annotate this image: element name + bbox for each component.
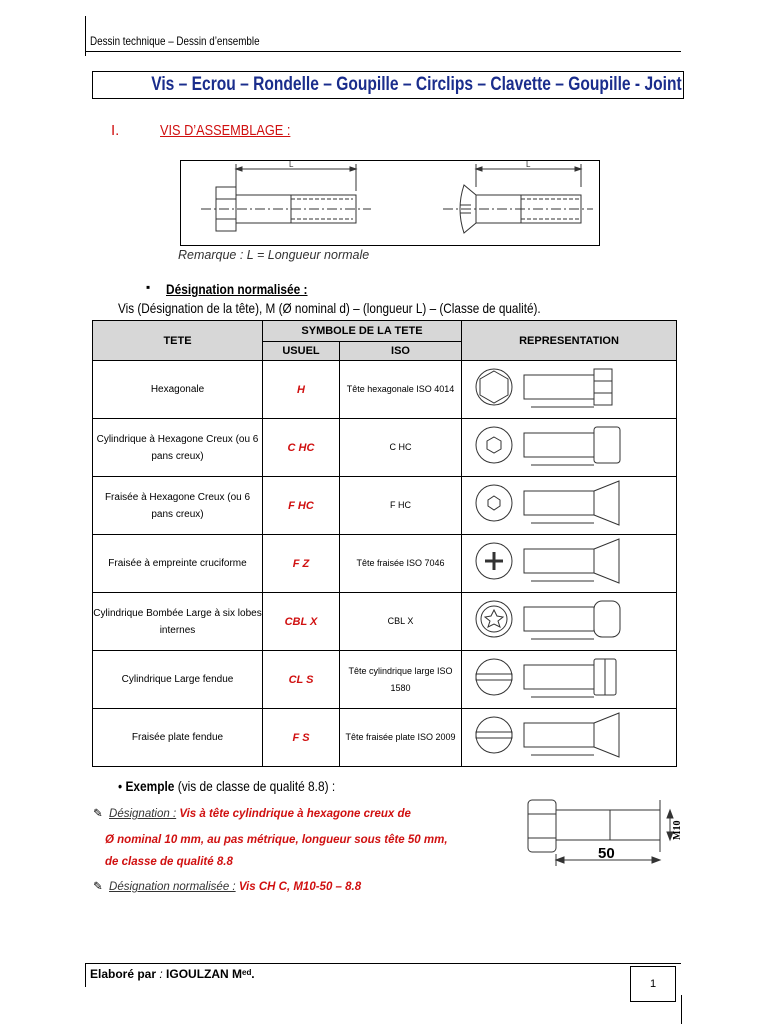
normalized-text: Vis CH C, M10-50 – 8.8: [238, 881, 362, 893]
normalized-label: Désignation normalisée :: [109, 881, 236, 893]
tete-cell: Hexagonale: [93, 361, 263, 419]
usuel-cell: CBL X: [263, 593, 340, 651]
header-usuel: USUEL: [263, 342, 340, 361]
page-number: 1: [630, 966, 676, 1002]
slotted-pan-screw-drawing: [469, 651, 669, 705]
running-header: Dessin technique – Dessin d’ensemble: [90, 34, 260, 48]
tete-cell: Fraisée plate fendue: [93, 709, 263, 767]
designation-line-1: [93, 806, 411, 820]
table-row: [93, 477, 677, 535]
representation-cell: [462, 361, 677, 419]
iso-cell: C HC: [340, 419, 462, 477]
page-title-text: Vis – Ecrou – Rondelle – Goupille – Circlips – Clavette – Goupille - Joint: [151, 74, 682, 95]
hex-head-screw-drawing: [469, 361, 669, 415]
header-rule-vertical: [85, 16, 86, 56]
dim-label-l: L: [289, 161, 294, 169]
pencil-icon: ✎: [93, 881, 103, 893]
page-rule-vertical: [681, 995, 682, 1024]
header-iso: ISO: [340, 342, 462, 361]
tete-cell: Cylindrique Large fendue: [93, 651, 263, 709]
screw-dimension-figure: [180, 160, 600, 246]
hexalobular-screw-drawing: [469, 593, 669, 647]
table-row: [93, 651, 677, 709]
example-screw-figure: [520, 796, 684, 868]
usuel-cell: H: [263, 361, 340, 419]
length-label: 50: [598, 845, 615, 862]
footer-author: [90, 967, 255, 981]
footer-rule: [85, 963, 681, 964]
tete-cell: Cylindrique Bombée Large à six lobes internes: [93, 593, 263, 651]
section-number: I.: [111, 122, 120, 139]
table-row: [93, 361, 677, 419]
designation-text-2: Ø nominal 10 mm, au pas métrique, longueur sous tête 50 mm,: [105, 834, 448, 846]
pencil-icon: ✎: [93, 808, 103, 820]
header-rule: [85, 51, 681, 52]
iso-cell: F HC: [340, 477, 462, 535]
usuel-cell: CL S: [263, 651, 340, 709]
header-symbole: SYMBOLE DE LA TETE: [263, 321, 462, 342]
screw-head-table: [92, 320, 677, 767]
section-title: VIS D’ASSEMBLAGE :: [160, 122, 291, 139]
iso-cell: Tête hexagonale ISO 4014: [340, 361, 462, 419]
example-heading: [118, 778, 335, 794]
designation-heading: Désignation normalisée :: [166, 281, 308, 297]
table-row: [93, 535, 677, 593]
tete-cell: Fraisée à Hexagone Creux (ou 6 pans creux): [93, 477, 263, 535]
iso-cell: Tête fraisée plate ISO 2009: [340, 709, 462, 767]
representation-cell: [462, 709, 677, 767]
table-row: [93, 709, 677, 767]
socket-head-screw-drawing: [469, 419, 669, 473]
usuel-cell: F HC: [263, 477, 340, 535]
example-suffix: (vis de classe de qualité 8.8) :: [174, 778, 336, 794]
representation-cell: [462, 535, 677, 593]
example-label: Exemple: [125, 778, 175, 794]
header-representation: REPRESENTATION: [462, 321, 677, 361]
tete-cell: Cylindrique à Hexagone Creux (ou 6 pans creux): [93, 419, 263, 477]
usuel-cell: F S: [263, 709, 340, 767]
diameter-label: M10: [672, 820, 683, 840]
designation-text-1: Vis à tête cylindrique à hexagone creux de: [179, 808, 411, 820]
iso-cell: Tête cylindrique large ISO 1580: [340, 651, 462, 709]
footer-rule-vertical: [85, 963, 86, 987]
example-screw-drawing: [520, 796, 684, 868]
representation-cell: [462, 477, 677, 535]
screw-drawings: [181, 161, 599, 245]
remark: Remarque : L = Longueur normale: [178, 248, 370, 262]
designation-text-3: de classe de qualité 8.8: [105, 856, 233, 868]
representation-cell: [462, 651, 677, 709]
bullet-icon: •: [118, 778, 123, 794]
designation-formula: Vis (Désignation de la tête), M (Ø nominal d) – (longueur L) – (Classe de qualité).: [118, 300, 541, 316]
footer-author-name: IGOULZAN Mᵉᵈ.: [166, 967, 255, 981]
cross-recess-screw-drawing: [469, 535, 669, 589]
footer-prefix: Elaboré par: [90, 967, 157, 981]
representation-cell: [462, 419, 677, 477]
representation-cell: [462, 593, 677, 651]
bullet-icon: ▪: [146, 280, 151, 294]
normalized-designation-line: [93, 879, 361, 893]
tete-cell: Fraisée à empreinte cruciforme: [93, 535, 263, 593]
designation-label: Désignation :: [109, 808, 177, 820]
header-tete: TETE: [93, 321, 263, 361]
slotted-countersunk-screw-drawing: [469, 709, 669, 763]
dim-label-l: L: [526, 161, 531, 169]
table-row: [93, 419, 677, 477]
iso-cell: CBL X: [340, 593, 462, 651]
usuel-cell: C HC: [263, 419, 340, 477]
page-title: [92, 71, 684, 99]
usuel-cell: F Z: [263, 535, 340, 593]
footer-sep: :: [156, 967, 167, 981]
iso-cell: Tête fraisée ISO 7046: [340, 535, 462, 593]
table-row: [93, 593, 677, 651]
countersunk-hex-socket-screw-drawing: [469, 477, 669, 531]
